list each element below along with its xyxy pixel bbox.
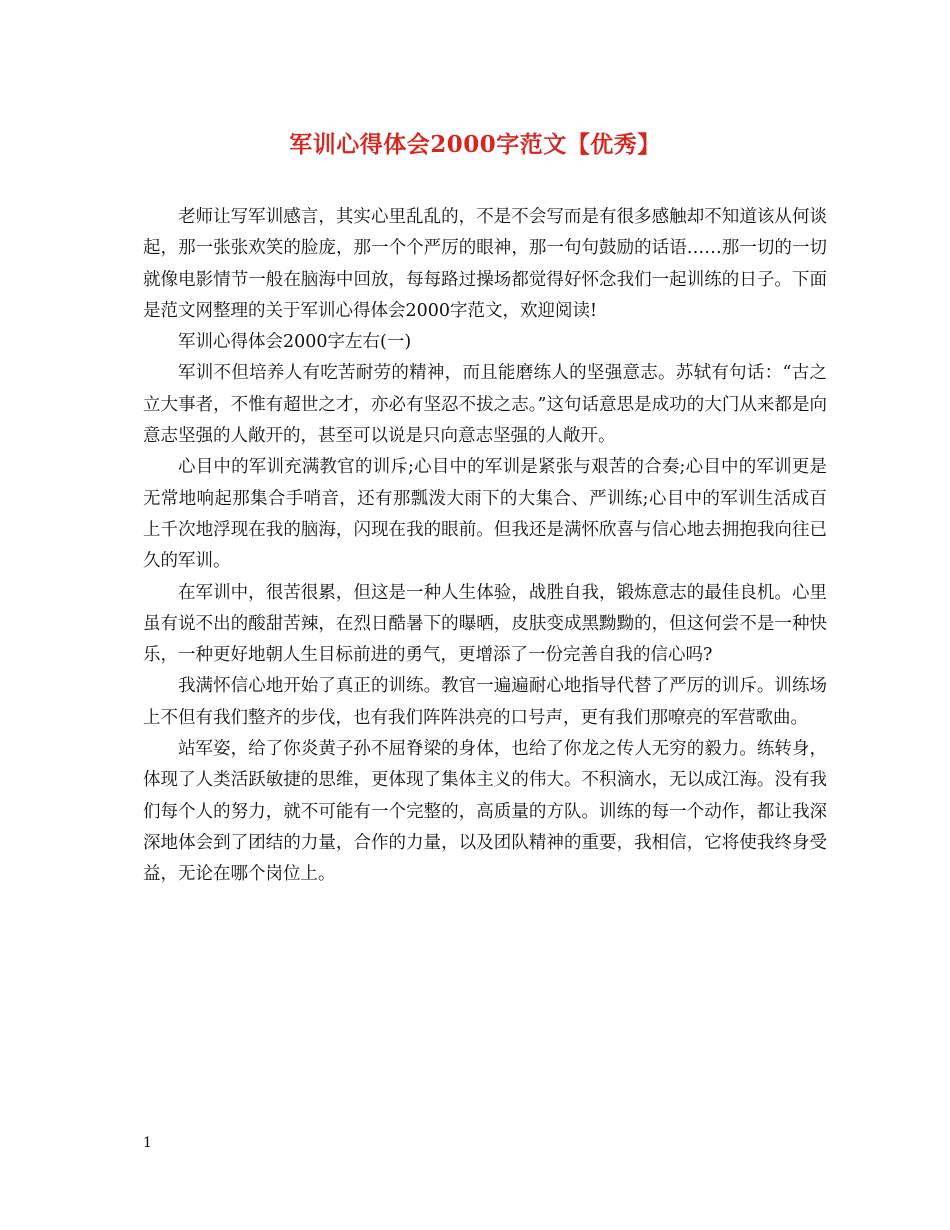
paragraph: 军训不但培养人有吃苦耐劳的精神，而且能磨练人的坚强意志。苏轼有句话：“古之立大事者，不惟有超世之才，亦必有坚忍不拔之志。”这句话意思是成功的大门从来都是向意志坚强的人敞开的，甚至可以说是只向意志坚强的人敞开。 [143,363,827,447]
paragraph-intro: 老师让写军训感言，其实心里乱乱的，不是不会写而是有很多感触却不知道该从何谈起，那一张张欢笑的脸庞，那一个个严厉的眼神，那一句句鼓励的话语……那一切的一切就像电影情节一般在脑海中回放，每每路过操场都觉得好怀念我们一起训练的日子。下面是范文网整理的关于军训心得体会2000字范文，欢迎阅读! [143,207,827,321]
page-number: 1 [143,1135,152,1151]
paragraph: 站军姿，给了你炎黄子孙不屈脊梁的身体，也给了你龙之传人无穷的毅力。练转身，体现了人类活跃敏捷的思维，更体现了集体主义的伟大。不积滴水，无以成江海。没有我们每个人的努力，就不可能有一个完整的，高质量的方队。训练的每一个动作，都让我深深地体会到了团结的力量，合作的力量，以及团队精神的重要，我相信，它将使我终身受益，无论在哪个岗位上。 [143,739,827,885]
section-heading: 军训心得体会2000字左右(一) [178,332,412,353]
document-title: 军训心得体会2000字范文【优秀】 [289,131,661,158]
paragraph: 在军训中，很苦很累，但这是一种人生体验，战胜自我，锻炼意志的最佳良机。心里虽有说不出的酸甜苦辣，在烈日酷暑下的曝晒，皮肤变成黑黝黝的，但这何尝不是一种快乐，一种更好地朝人生目标前进的勇气，更增添了一份完善自我的信心吗? [143,582,827,666]
paragraph: 我满怀信心地开始了真正的训练。教官一遍遍耐心地指导代替了严厉的训斥。训练场上不但有我们整齐的步伐，也有我们阵阵洪亮的口号声，更有我们那嘹亮的军营歌曲。 [143,676,827,728]
paragraph: 心目中的军训充满教官的训斥;心目中的军训是紧张与艰苦的合奏;心目中的军训更是无常地响起那集合手哨音，还有那瓢泼大雨下的大集合、严训练;心目中的军训生活成百上千次地浮现在我的脑海，闪现在我的眼前。但我还是满怀欣喜与信心地去拥抱我向往已久的军训。 [143,457,827,572]
document-body [143,202,827,891]
